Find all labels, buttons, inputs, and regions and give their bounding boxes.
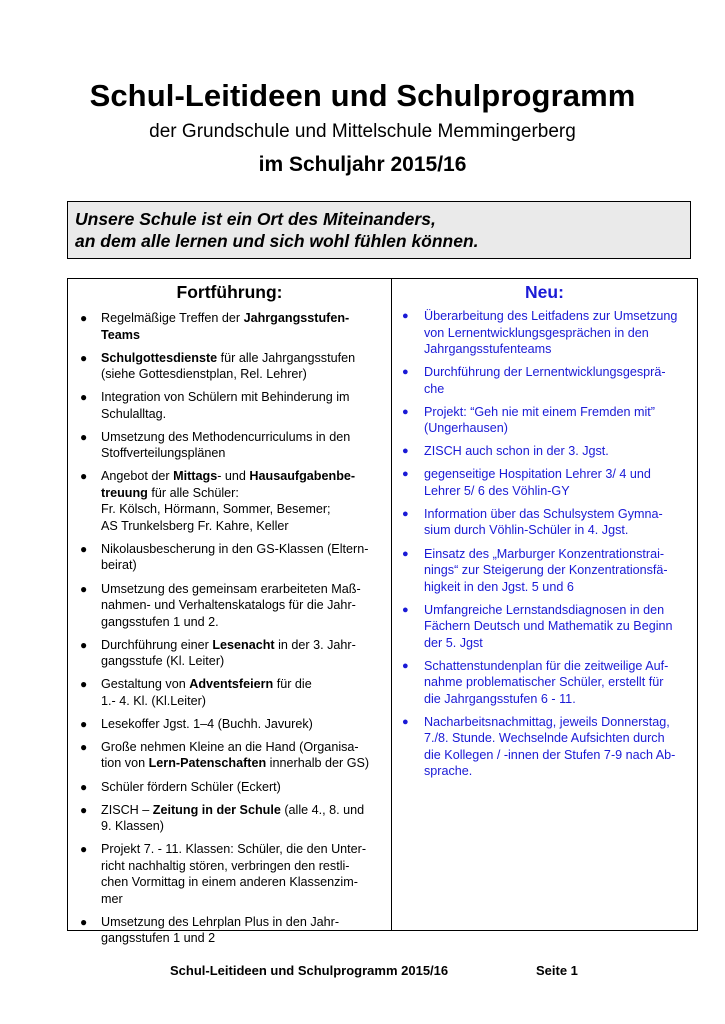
bullet-icon: ● <box>402 366 409 379</box>
continuation-item: ● Durchführung einer Lesenacht in der 3. Jahr- gangsstufe (Kl. Leiter) <box>80 637 356 669</box>
program-table <box>67 278 698 946</box>
new-item: ● ZISCH auch schon in der 3. Jgst. <box>402 444 609 459</box>
continuation-column <box>68 279 391 953</box>
emphasized-text: Adventsfeiern <box>189 677 274 692</box>
emphasized-text: Zeitung in der Schule <box>152 802 281 817</box>
new-heading: Neu: <box>525 282 564 302</box>
bullet-icon: ● <box>402 547 409 560</box>
continuation-item: ● Umsetzung des Lehrplan Plus in den Jahr- gangsstufen 1 und 2 <box>80 914 340 946</box>
motto-box <box>67 201 691 259</box>
document-title: Schul-Leitideen und Schulprogramm <box>89 78 636 113</box>
continuation-item: ● Umsetzung des Methodencurriculums in den Stoffverteilungsplänen <box>80 429 351 461</box>
bullet-icon: ● <box>402 445 409 458</box>
continuation-heading: Fortführung: <box>176 282 283 302</box>
new-column <box>392 279 697 786</box>
new-list <box>392 308 697 780</box>
footer-title: Schul-Leitideen und Schulprogramm 2015/16 <box>170 963 449 978</box>
emphasized-text: Jahrgangsstufen- <box>243 311 350 325</box>
bullet-icon: ● <box>80 779 88 794</box>
new-item: ● Nacharbeitsnachmittag, jeweils Donnerstag, 7./8. Stunde. Wechselnde Aufsichten durch die Kollegen / -innen der Stufen 7-9 nach Ab- sprache. <box>402 714 676 779</box>
bullet-icon: ● <box>402 507 409 520</box>
new-item: ● Einsatz des „Marburger Konzentrationstrai- nings“ zur Steigerung der Konzentrationsfä- higkeit in den Jgst. 5 und 6 <box>402 546 668 594</box>
motto-line-1: Unsere Schule ist ein Ort des Miteinanders, <box>75 209 436 229</box>
continuation-item: ● Große nehmen Kleine an die Hand (Organisa- tion von Lern-Patenschaften innerhalb der GS) <box>80 739 370 771</box>
bullet-icon: ● <box>80 637 88 652</box>
bullet-icon: ● <box>80 677 88 692</box>
new-item: ● Information über das Schulsystem Gymna- sium durch Vöhlin-Schüler in 4. Jgst. <box>402 506 663 538</box>
continuation-item: ● Integration von Schülern mit Behinderung im Schulalltag. <box>80 390 350 421</box>
continuation-item: ● Schulgottesdienste für alle Jahrgangsstufen (siehe Gottesdienstplan, Rel. Lehrer) <box>80 350 356 382</box>
bullet-icon: ● <box>402 603 409 616</box>
bullet-icon: ● <box>80 802 88 817</box>
continuation-item: ● Gestaltung von Adventsfeiern für die 1.- 4. Kl. (Kl.Leiter) <box>80 677 312 708</box>
new-item: ● Überarbeitung des Leitfadens zur Umsetzung von Lernentwicklungsgesprächen in den Jahrgangsstufenteams <box>402 309 678 356</box>
emphasized-text: Mittags <box>173 469 218 484</box>
school-year: im Schuljahr 2015/16 <box>258 153 467 176</box>
continuation-item: ● Regelmäßige Treffen der Jahrgangsstufen- Teams <box>80 311 350 342</box>
bullet-icon: ● <box>80 739 88 754</box>
bullet-icon: ● <box>80 541 88 556</box>
emphasized-text: Teams <box>101 327 140 342</box>
emphasized-text: Hausaufgabenbe- <box>249 469 356 484</box>
emphasized-text: Lesenacht <box>212 637 275 652</box>
bullet-icon: ● <box>402 659 409 672</box>
bullet-icon: ● <box>402 310 409 322</box>
motto-line-2: an dem alle lernen und sich wohl fühlen können. <box>75 231 479 251</box>
continuation-item: ● Umsetzung des gemeinsam erarbeiteten Maß- nahmen- und Verhaltenskatalogs für die Jahr- gangsstufen 1 und 2. <box>80 581 361 629</box>
emphasized-text: Schulgottesdienste <box>101 350 218 365</box>
bullet-icon: ● <box>80 390 88 405</box>
page-footer <box>170 963 578 978</box>
bullet-icon: ● <box>80 914 88 929</box>
emphasized-text: treuung <box>101 485 148 500</box>
new-item: ● Durchführung der Lernentwicklungsgesprä- che <box>402 365 666 396</box>
bullet-icon: ● <box>80 350 88 365</box>
continuation-item: ● Lesekoffer Jgst. 1–4 (Buchh. Javurek) <box>80 716 313 731</box>
new-item: ● Projekt: “Geh nie mit einem Fremden mit” (Ungerhausen) <box>402 404 655 436</box>
bullet-icon: ● <box>80 469 88 484</box>
bullet-icon: ● <box>402 715 409 728</box>
school-name: der Grundschule und Mittelschule Memmingerberg <box>149 121 576 142</box>
bullet-icon: ● <box>402 405 409 418</box>
continuation-item: ● Angebot der Mittags- und Hausaufgabenbe- treuung für alle Schüler: Fr. Kölsch, Hörmann, Sommer, Besemer; AS Trunkelsberg Fr. Kahre, Keller <box>80 469 356 533</box>
bullet-icon: ● <box>80 581 88 596</box>
new-item: ● Umfangreiche Lernstandsdiagnosen in den Fächern Deutsch und Mathematik zu Beginn der 5. Jgst <box>402 602 673 650</box>
continuation-list <box>68 310 391 947</box>
bullet-icon: ● <box>80 716 88 731</box>
bullet-icon: ● <box>80 429 88 444</box>
page-number: Seite 1 <box>536 963 578 978</box>
continuation-item: ● Projekt 7. - 11. Klassen: Schüler, die den Unter- richt nachhaltig stören, verbringen den restli- chen Vormittag in einem anderen Klassenzim- mer <box>80 842 367 906</box>
bullet-icon: ● <box>80 311 88 325</box>
emphasized-text: Lern-Patenschaften <box>148 756 267 771</box>
bullet-icon: ● <box>402 468 409 481</box>
new-item: ● Schattenstundenplan für die zeitweilige Auf- nahme problematischer Schüler, erstellt für die Jahrgangsstufen 6 - 11. <box>402 658 669 706</box>
continuation-item: ● Nikolausbescherung in den GS-Klassen (Eltern- beirat) <box>80 541 369 573</box>
continuation-item: ● Schüler fördern Schüler (Eckert) <box>80 779 281 794</box>
new-item: ● gegenseitige Hospitation Lehrer 3/ 4 und Lehrer 5/ 6 des Vöhlin-GY <box>402 467 651 498</box>
bullet-icon: ● <box>80 842 88 857</box>
continuation-item: ● ZISCH – Zeitung in der Schule (alle 4., 8. und 9. Klassen) <box>80 802 365 834</box>
